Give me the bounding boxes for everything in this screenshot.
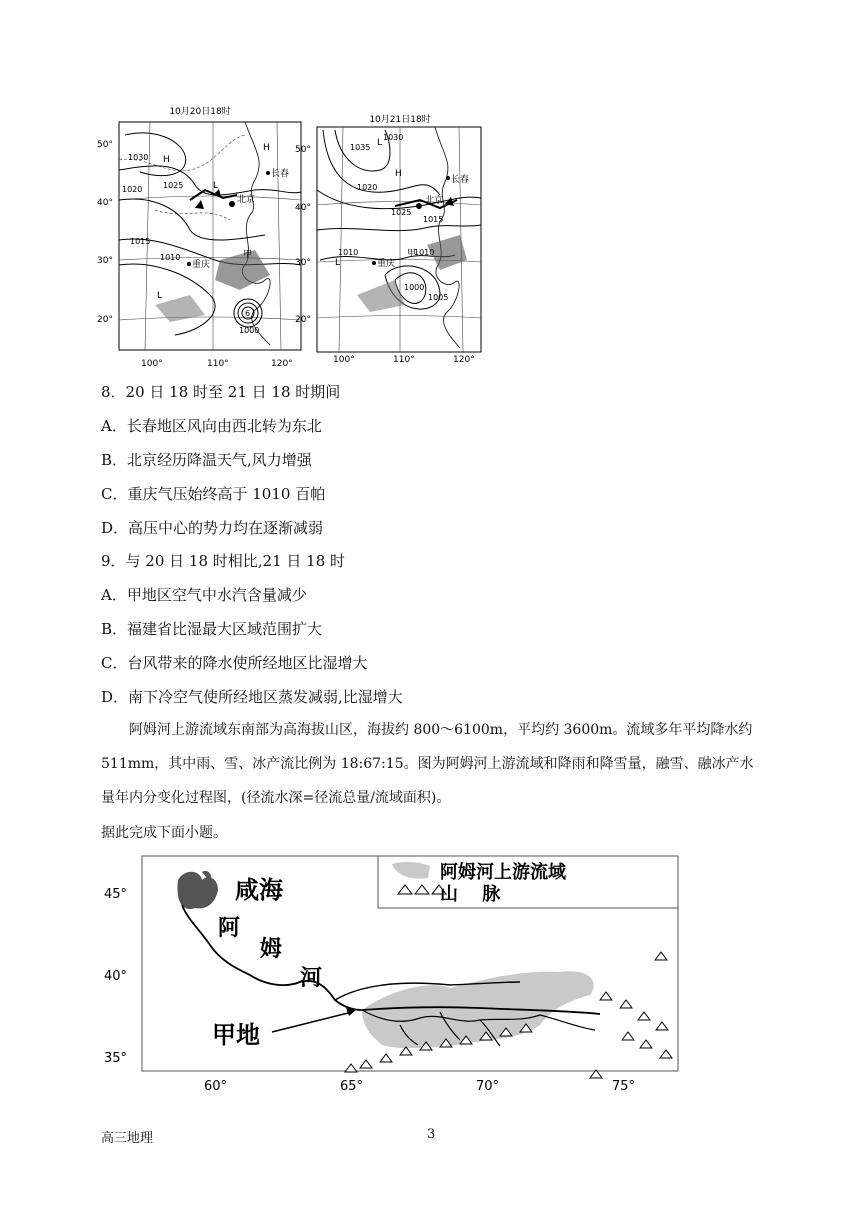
- right-weather-map: [295, 113, 481, 365]
- right-low-mark: L: [377, 138, 383, 148]
- legend-mountain-label: 山 脉: [440, 884, 501, 905]
- map-legend: [378, 856, 678, 908]
- question-8-option-d: D．高压中心的势力均在逐渐减弱: [101, 519, 324, 537]
- left-lon-110: 110°: [207, 359, 229, 369]
- left-high-mark: H: [163, 155, 170, 165]
- left-isobar-1010: 1010: [160, 253, 181, 262]
- map-lon-70: 70°: [476, 1079, 500, 1094]
- question-9-option-c: C．台风带来的降水使所经地区比湿增大: [101, 654, 368, 672]
- left-jia-label: 甲: [243, 250, 253, 260]
- map-lat-35: 35°: [104, 1051, 128, 1066]
- question-9-option-b: B．福建省比湿最大区域范围扩大: [101, 620, 323, 638]
- right-changchun-label: 长春: [451, 175, 470, 185]
- map-lat-45: 45°: [104, 887, 128, 902]
- right-jia-label: 甲: [407, 249, 417, 259]
- amu-darya-map: [100, 850, 690, 1100]
- left-low-mark-2: L: [157, 291, 163, 301]
- legend-basin-label: 阿姆河上游流域: [440, 862, 566, 883]
- right-lon-100: 100°: [333, 355, 355, 365]
- question-8-option-a: A．长春地区风向由西北转为东北: [101, 417, 322, 435]
- map-lon-75: 75°: [612, 1079, 636, 1094]
- left-lat-50: 50°: [97, 140, 113, 150]
- river-char-2: 姆: [260, 937, 283, 962]
- site-label: 甲地: [212, 1021, 260, 1049]
- left-isobar-1015: 1015: [130, 237, 151, 246]
- right-isobar-1010-a: 1010: [338, 248, 359, 257]
- page-number: 3: [427, 1127, 436, 1142]
- left-high-mark-2: H: [263, 143, 270, 153]
- right-chongqing-label: 重庆: [377, 259, 396, 269]
- map-lon-65: 65°: [340, 1079, 364, 1094]
- right-isobar-1015: 1015: [423, 215, 444, 224]
- left-isobar-1020: 1020: [122, 185, 143, 194]
- right-lat-20: 20°: [295, 315, 311, 325]
- question-9-option-d: D．南下冷空气使所经地区蒸发减弱,比湿增大: [101, 688, 403, 706]
- legend-mountain-icon: [398, 885, 446, 894]
- river-char-3: 河: [300, 966, 323, 991]
- left-chongqing-label: 重庆: [192, 260, 211, 270]
- right-isobar-1010-b: 1010: [414, 248, 435, 257]
- right-beijing-label: 北京: [425, 196, 444, 206]
- question-9-stem: 9．与 20 日 18 时相比,21 日 18 时: [101, 552, 346, 570]
- weather-maps-figure: [95, 100, 495, 370]
- aral-sea-label: 咸海: [235, 876, 283, 904]
- left-isobar-1025: 1025: [163, 181, 184, 190]
- map-lat-40: 40°: [104, 969, 128, 984]
- right-high-mark: H: [395, 169, 402, 179]
- right-lon-120: 120°: [453, 355, 475, 365]
- left-low-mark: L: [213, 181, 219, 191]
- right-lat-50: 50°: [295, 145, 311, 155]
- right-isobar-1025: 1025: [391, 208, 412, 217]
- right-lon-110: 110°: [393, 355, 415, 365]
- footer-subject: 高三地理: [101, 1131, 154, 1146]
- left-map-title: 10月20日18时: [169, 107, 231, 117]
- left-changchun-label: 长春: [271, 169, 290, 179]
- question-8-stem: 8．20 日 18 时至 21 日 18 时期间: [101, 383, 341, 401]
- left-lat-20: 20°: [97, 315, 113, 325]
- left-lon-100: 100°: [141, 359, 163, 369]
- right-isobar-1005: 1005: [428, 293, 449, 302]
- left-lat-40: 40°: [97, 198, 113, 208]
- question-8-option-c: C．重庆气压始终高于 1010 百帕: [101, 485, 326, 503]
- left-weather-map: [97, 105, 301, 369]
- river-char-1: 阿: [218, 916, 241, 941]
- svg-text:6: 6: [245, 309, 251, 318]
- left-beijing-label: 北京: [237, 195, 256, 205]
- passage-instruction: 据此完成下面小题。: [101, 825, 227, 841]
- right-low-mark-2: L: [335, 258, 341, 268]
- question-8-option-b: B．北京经历降温天气,风力增强: [101, 451, 312, 469]
- left-lat-30: 30°: [97, 256, 113, 266]
- right-lat-30: 30°: [295, 258, 311, 268]
- right-map-title: 10月21日18时: [369, 115, 431, 125]
- passage-text: 阿姆河上游流域东南部为高海拔山区，海拔约 800～6100m，平均约 3600m。流域多年平均降水约 511mm，其中雨、雪、冰产流比例为 18:67:15。图为阿姆河上游流域和降雨和降雪量，融雪、融冰产水量年内分变化过程图，(径流水深=径流总量/流域面积)。: [101, 722, 754, 806]
- left-lon-120: 120°: [271, 359, 293, 369]
- left-isobar-1030: 1030: [128, 153, 149, 162]
- question-9-option-a: A．甲地区空气中水汽含量减少: [101, 586, 307, 604]
- right-isobar-1000: 1000: [404, 283, 425, 292]
- right-isobar-1030: 1030: [383, 133, 404, 142]
- right-lat-40: 40°: [295, 203, 311, 213]
- right-isobar-1020: 1020: [357, 183, 378, 192]
- map-lon-60: 60°: [204, 1079, 228, 1094]
- left-isobar-1000: 1000: [239, 326, 260, 335]
- right-isobar-1035: 1035: [350, 143, 371, 152]
